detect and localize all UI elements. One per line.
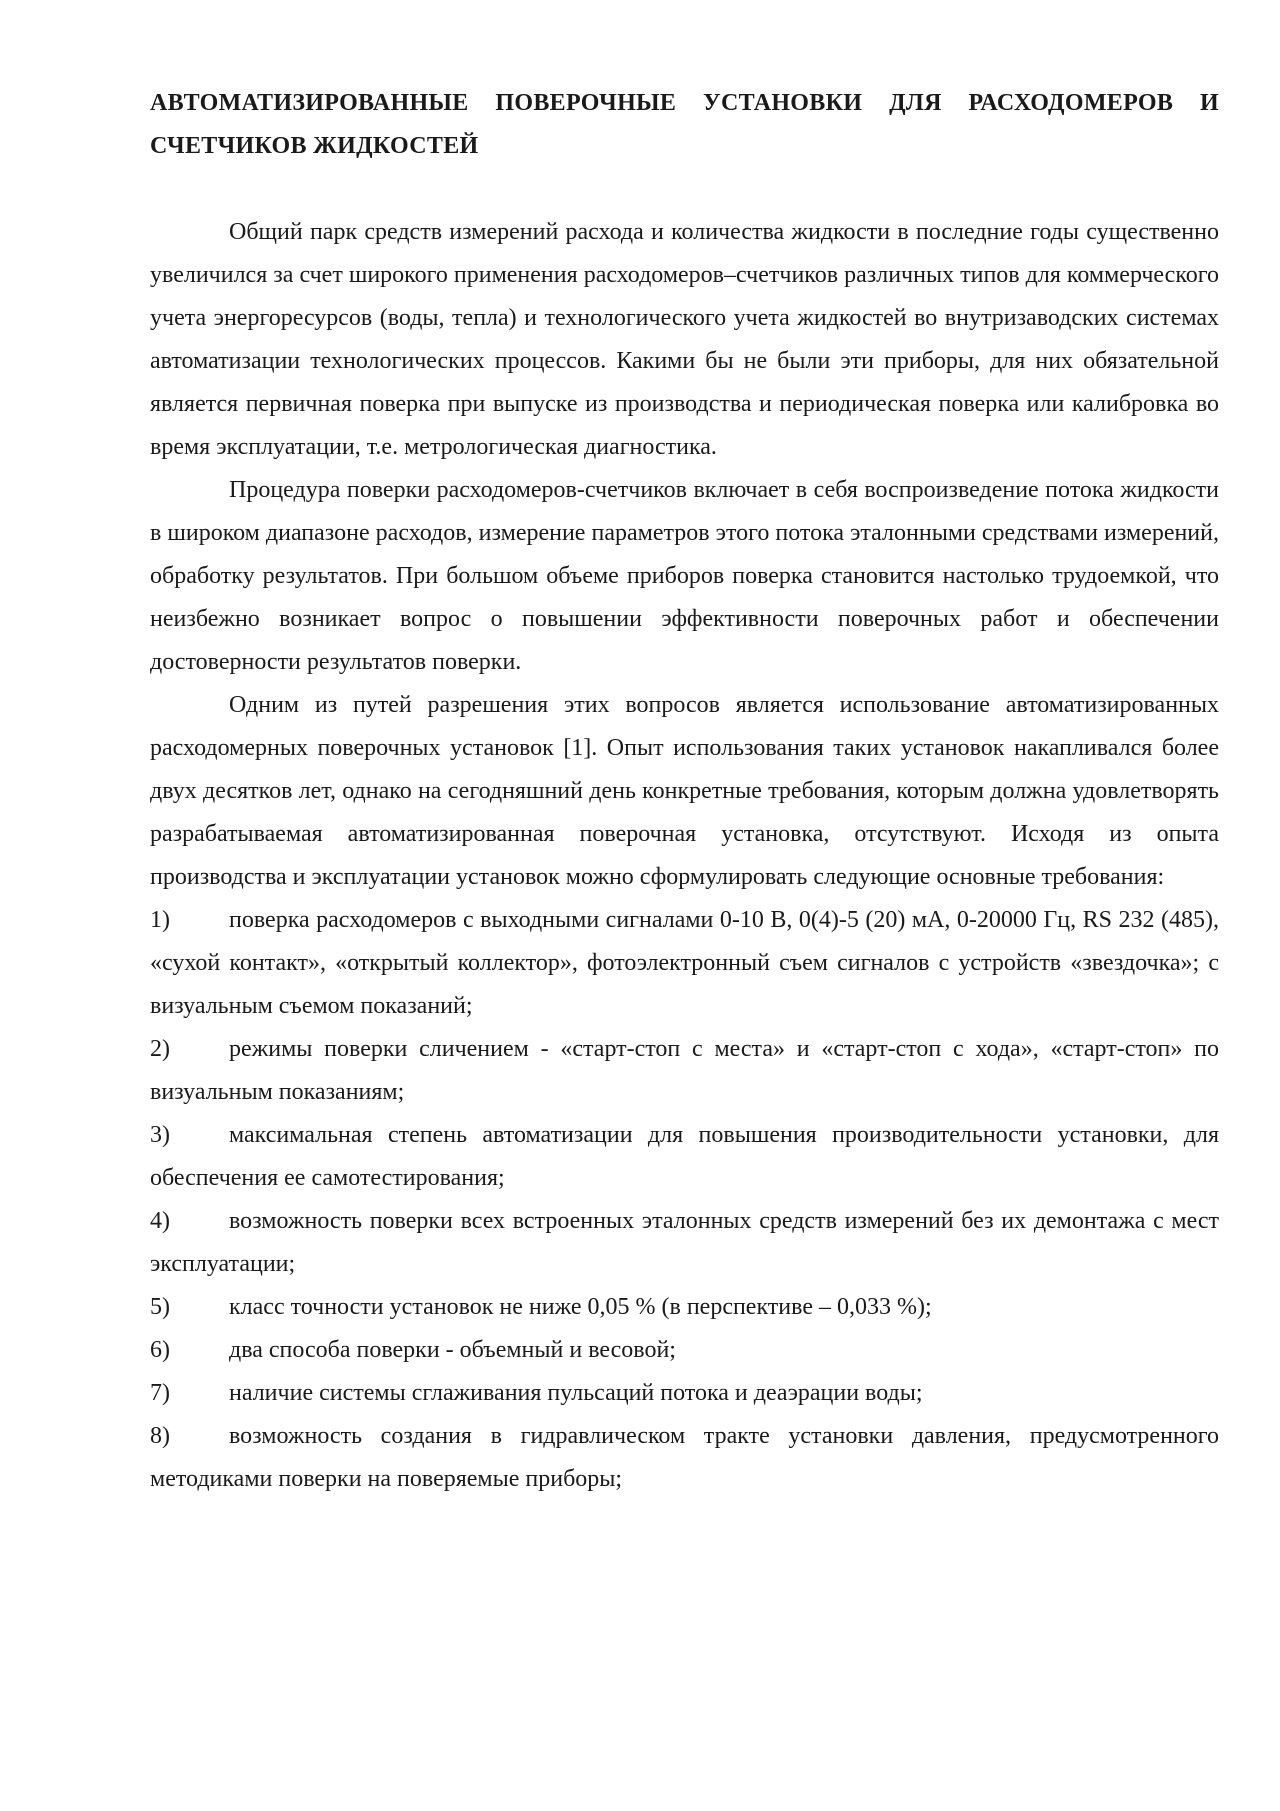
list-item-text: два способа поверки - объемный и весовой; — [229, 1337, 676, 1363]
document-title: АВТОМАТИЗИРОВАННЫЕ ПОВЕРОЧНЫЕ УСТАНОВКИ ДЛЯ РАСХОДОМЕРОВ И СЧЕТЧИКОВ ЖИДКОСТЕЙ — [150, 90, 1219, 159]
list-item-number: 2) — [150, 1036, 170, 1062]
list-item — [150, 1286, 1219, 1329]
list-item-number: 3) — [150, 1122, 170, 1148]
list-item-text: режимы поверки сличением - «старт-стоп с места» и «старт-стоп с хода», «старт-стоп» по визуальным показаниям; — [150, 1036, 1219, 1105]
document-body — [150, 82, 1219, 1501]
list-item — [150, 899, 1219, 1028]
list-item-text: возможность создания в гидравлическом тракте установки давления, предусмотренного методиками поверки на поверяемые приборы; — [150, 1423, 1219, 1492]
list-item-number: 7) — [150, 1380, 170, 1406]
list-item — [150, 1329, 1219, 1372]
list-item — [150, 1415, 1219, 1501]
list-item-number: 4) — [150, 1208, 170, 1234]
paragraph: Процедура поверки расходомеров-счетчиков включает в себя воспроизведение потока жидкости в широком диапазоне расходов, измерение параметров этого потока эталонными средствами измерений, обработку результатов. При большом объеме приборов поверка становится настолько трудоемкой, что неизбежно возникает вопрос о повышении эффективности поверочных работ и обеспечении достоверности результатов поверки. — [150, 477, 1219, 675]
requirements-list — [150, 899, 1219, 1501]
list-item-text: поверка расходомеров с выходными сигналами 0-10 В, 0(4)-5 (20) мА, 0-20000 Гц, RS 232 (485), «сухой контакт», «открытый коллектор», фотоэлектронный съем сигналов с устройств «звездочка»; с визуальным съемом показаний; — [150, 907, 1219, 1019]
list-item — [150, 1028, 1219, 1114]
paragraph: Одним из путей разрешения этих вопросов является использование автоматизированных расходомерных поверочных установок [1]. Опыт использования таких установок накапливался более двух десятков лет, однако на сегодняшний день конкретные требования, которым должна удовлетворять разрабатываемая автоматизированная поверочная установка, отсутствуют. Исходя из опыта производства и эксплуатации установок можно сформулировать следующие основные требования: — [150, 692, 1219, 890]
list-item-text: наличие системы сглаживания пульсаций потока и деаэрации воды; — [229, 1380, 923, 1406]
list-item-number: 5) — [150, 1294, 170, 1320]
list-item — [150, 1114, 1219, 1200]
list-item — [150, 1200, 1219, 1286]
list-item — [150, 1372, 1219, 1415]
list-item-text: максимальная степень автоматизации для повышения производительности установки, для обеспечения ее самотестирования; — [150, 1122, 1219, 1191]
list-item-number: 8) — [150, 1423, 170, 1449]
list-item-number: 1) — [150, 907, 170, 933]
list-item-text: возможность поверки всех встроенных эталонных средств измерений без их демонтажа с мест эксплуатации; — [150, 1208, 1219, 1277]
list-item-number: 6) — [150, 1337, 170, 1363]
paragraph: Общий парк средств измерений расхода и количества жидкости в последние годы существенно увеличился за счет широкого применения расходомеров–счетчиков различных типов для коммерческого учета энергоресурсов (воды, тепла) и технологического учета жидкостей во внутризаводских системах автоматизации технологических процессов. Какими бы не были эти приборы, для них обязательной является первичная поверка при выпуске из производства и периодическая поверка или калибровка во время эксплуатации, т.е. метрологическая диагностика. — [150, 219, 1219, 460]
list-item-text: класс точности установок не ниже 0,05 % (в перспективе – 0,033 %); — [229, 1294, 932, 1320]
